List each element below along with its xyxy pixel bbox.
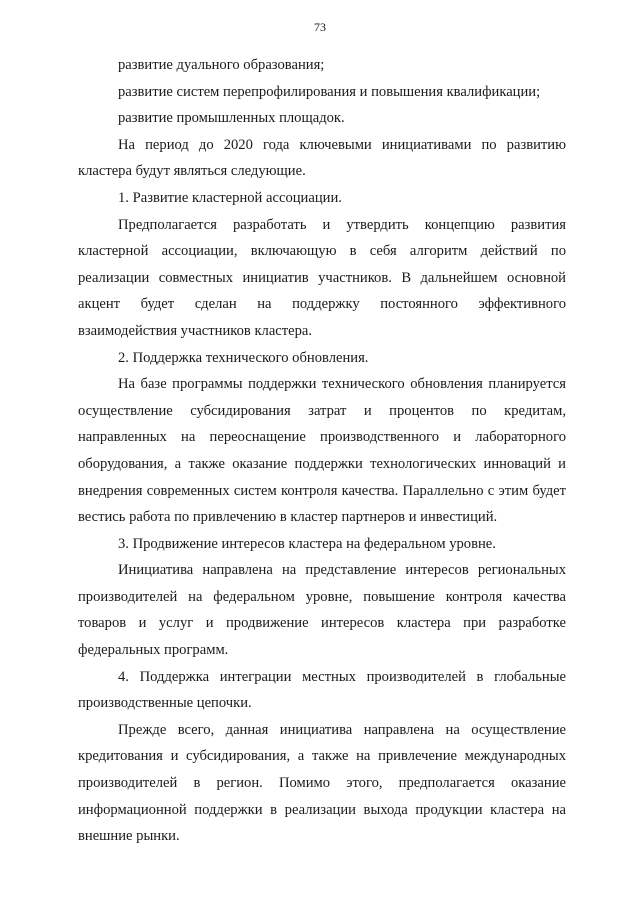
page-number: 73 — [314, 20, 326, 34]
list-item-dual-education: развитие дуального образования; — [118, 57, 325, 73]
section-heading-federal-promotion: 3. Продвижение интересов кластера на федеральном уровне. — [118, 535, 496, 552]
paragraph-key-initiatives-intro: На период до 2020 года ключевыми инициативами по развитию кластера будут являться следующие. — [78, 136, 566, 180]
section-heading-technical-renewal: 2. Поддержка технического обновления. — [118, 349, 369, 366]
section-heading-global-integration: 4. Поддержка интеграции местных производителей в глобальные производственные цепочки. — [78, 668, 566, 712]
section-heading-cluster-association: 1. Развитие кластерной ассоциации. — [118, 189, 342, 206]
paragraph-global-integration: Прежде всего, данная инициатива направлена на осуществление кредитования и субсидирования, а также на привлечение международных производителей в регион. Помимо этого, предполагается оказание информационной поддержки в реализации выхода продукции кластера на внешние рынки. — [78, 721, 566, 845]
document-body — [78, 52, 566, 850]
paragraph-cluster-association: Предполагается разработать и утвердить концепцию развития кластерной ассоциации, включающую в себя алгоритм действий по реализации совместных инициатив участников. В дальнейшем основной акцент будет сделан на поддержку постоянного эффективного взаимодействия участников кластера. — [78, 216, 566, 339]
list-item-industrial-sites: развитие промышленных площадок. — [118, 110, 345, 127]
paragraph-technical-renewal: На базе программы поддержки технического обновления планируется осуществление субсидирования затрат и процентов по кредитам, направленных на переоснащение производственного и лабораторного оборудования, а также оказание поддержки технологических инноваций и внедрения современных систем контроля качества. Параллельно с этим будет вестись работа по привлечению в кластер партнеров и инвестиций. — [78, 376, 566, 526]
list-item-retraining-systems: развитие систем перепрофилирования и повышения квалификации; — [118, 83, 541, 100]
paragraph-federal-promotion: Инициатива направлена на представление интересов региональных производителей на федеральном уровне, повышение контроля качества товаров и услуг и продвижение интересов кластера при разработке федеральных программ. — [78, 562, 566, 659]
